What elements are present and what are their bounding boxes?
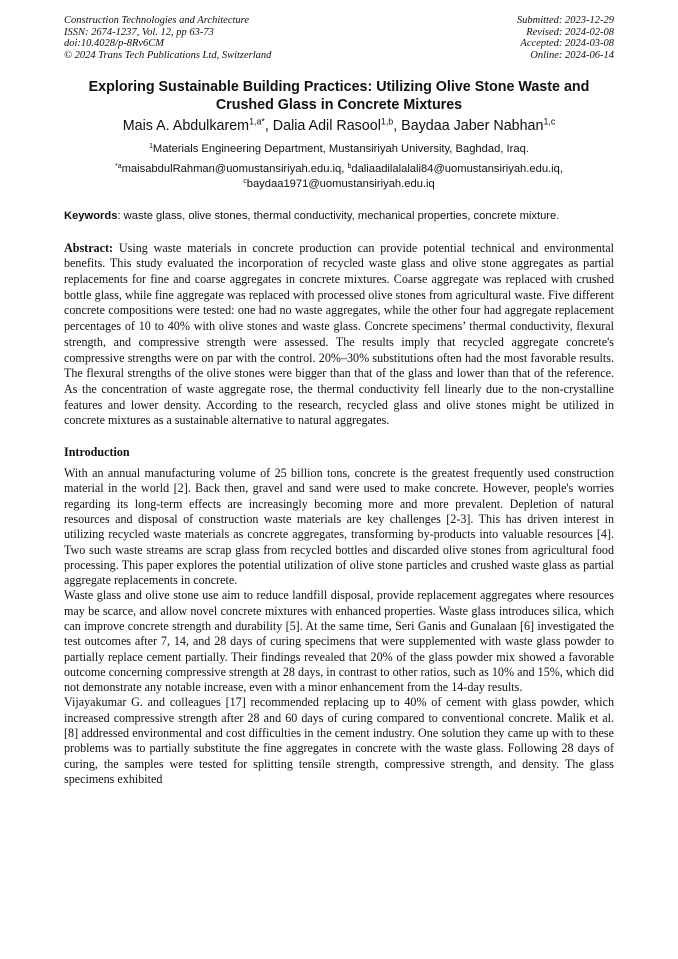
author-emails xyxy=(64,162,614,192)
keywords-label: Keywords xyxy=(64,210,118,223)
keywords xyxy=(64,209,614,223)
email-link[interactable]: maisabdulRahman@uomustansiriyah.edu.iq, xyxy=(121,163,348,176)
email-line: $^c$baydaa1971@uomustansiriyah.edu.iq xyxy=(243,178,435,191)
email-link[interactable]: baydaa1971@uomustansiriyah.edu.iq xyxy=(246,178,435,191)
author: Mais A. Abdulkarem$^{1,a*}$, xyxy=(122,117,273,135)
email-link[interactable]: daliaadilalalali84@uomustansiriyah.edu.iq, xyxy=(351,163,563,176)
body-paragraph: With an annual manufacturing volume of 25 billion tons, concrete is the greatest frequently used construction material in the world [2]. Back then, gravel and sand were used to make concrete. However, people's worries regarding its long-term effects are increasingly becoming more and more prevalent. Depletion of natural resources and disposal of construction waste materials are key challenges [2-3]. This has driven interest in utilizing recycled waste materials as concrete aggregates, transforming by-products into valuable resources [4]. Two such waste streams are scrap glass from recycled bottles and discarded olive stones from agricultural food processing. This paper explores the potential utilization of olive stone particles and crushed waste glass as partial aggregate replacements in concrete. xyxy=(64,466,614,588)
revised-date: Revised: 2024-02-08 xyxy=(526,26,614,38)
keywords-text: : waste glass, olive stones, thermal conductivity, mechanical properties, concrete mixture. xyxy=(117,210,560,223)
submitted-date: Submitted: 2023-12-29 xyxy=(516,15,614,26)
doi-line: doi:10.4028/p-8Rv6CM xyxy=(64,38,165,50)
author: Baydaa Jaber Nabhan$^{1,c}$ xyxy=(401,117,556,135)
email-line: $^{*a}$maisabdulRahman@uomustansiriyah.edu.iq, $^b$daliaadilalalali84@uomustansiriyah.edu.iq, xyxy=(115,163,563,176)
accepted-date: Accepted: 2024-03-08 xyxy=(520,38,614,50)
affiliation: $^1$Materials Engineering Department, Mustansiriyah University, Baghdad, Iraq. xyxy=(149,143,529,156)
journal-name: Construction Technologies and Architecture xyxy=(64,15,250,26)
journal-info xyxy=(64,15,271,61)
body-paragraph: Waste glass and olive stone use aim to reduce landfill disposal, provide replacement aggregates where resources may be scarce, and allow novel concrete mixtures with enhanced properties. Waste glass introduces silica, which can improve concrete strength and durability [5]. At the same time, Seri Ganis and Gunalaan [6] investigated the test outcomes after 7, 14, and 28 days of curing specimens that were supplemented with waste glass powder to partially replace cement partially. Their findings revealed that 20% of the glass powder mix showed a favorable outcome concerning compressive strength at 28 days, in contrast to other ratios, such as 10% and 15%, which did not demonstrate any notable increase, even with a minor enhancement from the 14-day results. xyxy=(64,588,614,695)
issn-line: ISSN: 2674-1237, Vol. 12, pp 63-73 xyxy=(64,26,214,38)
paper-title: Exploring Sustainable Building Practices: Utilizing Olive Stone Waste and Crushed Glass in Concrete Mixtures xyxy=(88,79,590,114)
author-list xyxy=(64,117,614,136)
section-heading-introduction: Introduction xyxy=(64,445,130,460)
body-paragraph: Vijayakumar G. and colleagues [17] recommended replacing up to 40% of cement with glass powder, which increased compressive strength after 28 and 60 days of curing compared to conventional concrete. Malik et al. [8] addressed environmental and cost difficulties in the cement industry. One solution they came up with to these problems was to partially substitute the fine aggregates in concrete with the waste glass. Following 28 days of curing, the samples were tested for splitting tensile strength, compressive strength, and density. The glass specimens exhibited xyxy=(64,695,614,786)
copyright-line: © 2024 Trans Tech Publications Ltd, Switzerland xyxy=(64,49,272,61)
author: Dalia Adil Rasool$^{1,b}$, xyxy=(272,117,402,135)
online-date: Online: 2024-06-14 xyxy=(530,49,614,61)
abstract-label: Abstract: xyxy=(64,240,114,255)
publication-dates xyxy=(517,15,614,61)
journal-header xyxy=(64,15,614,61)
abstract xyxy=(64,241,614,429)
abstract-text: Using waste materials in concrete production can provide potential technical and environmental benefits. This study evaluated the incorporation of recycled waste glass and olive stone aggregates as partial replacements for fine and coarse aggregates in concrete mixtures. Coarse aggregate was replaced with crushed bottle glass, while fine aggregate was replaced with processed olive stones from agricultural waste. Five different concrete compositions were tested: one had no waste aggregates, while the other four had aggregate replacement percentages of 10 to 40% with olive stones and waste glass. Concrete specimens’ thermal conductivity, flexural strength, and compressive strength were assessed. The results imply that recycled aggregate concrete's compressive strengths were on par with the control. 20%–30% substitutions often had the most favorable results. The flexural strengths of the olive stones were bigger than that of the glass and lower than that of the reference. As the concentration of waste aggregate rose, the thermal conductivity fell linearly due to the non-crystalline features and lower density. According to the research, recycled glass and olive stones might be utilized in concrete mixtures as a sustainable alternative to natural aggregates. xyxy=(64,240,614,428)
